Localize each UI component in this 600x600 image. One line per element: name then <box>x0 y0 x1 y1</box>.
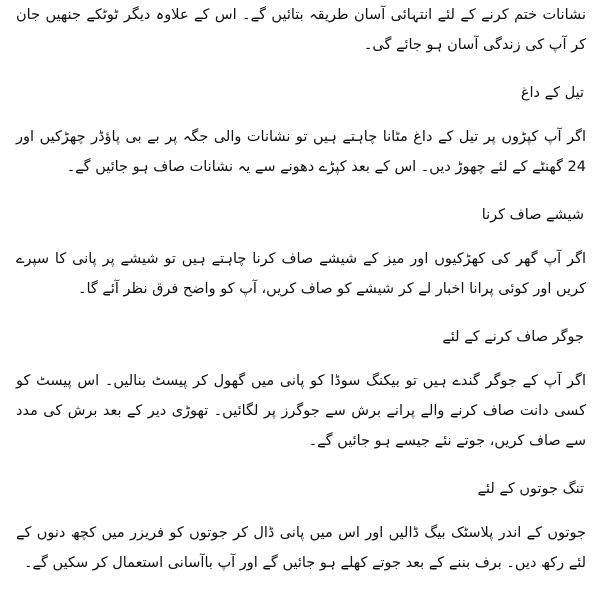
paragraph-jogger-cleaning: اگر آپ کے جوگر گندے ہیں تو بیکنگ سوڈا کو پانی میں گھول کر پیسٹ بنالیں۔ اس پیسٹ کو کسی دانت صاف کرنے والے پرانے برش سے جوگرز پر لگائیں۔ تھوڑی دیر کے بعد برش کی مدد سے صاف کریں، جوتے نئے جیسے ہو جائیں گے۔ <box>16 373 586 449</box>
heading-jogger-cleaning: جوگر صاف کرنے کے لئے <box>442 329 584 345</box>
paragraph-tight-shoes: جوتوں کے اندر پلاسٹک بیگ ڈالیں اور اس میں پانی ڈال کر جوتوں کو فریزر میں کچھ دنوں کے لئے رکھ دیں۔ برف بننے کے بعد جوتے کھلے ہو جائیں گے اور آپ باآسانی استعمال کر سکیں گے۔ <box>16 525 586 571</box>
heading-glass-cleaning: شیشے صاف کرنا <box>481 207 584 223</box>
paragraph-glass-cleaning: اگر آپ گھر کی کھڑکیوں اور میز کے شیشے صاف کرنا چاہتے ہیں تو شیشے پر پانی کا سپرے کریں اور کوئی پرانا اخبار لے کر شیشے کو صاف کریں، آپ کو واضح فرق نظر آئے گا۔ <box>16 251 586 297</box>
paragraph-oil-stains: اگر آپ کپڑوں پر تیل کے داغ مٹانا چاہتے ہیں تو نشانات والی جگہ پر بے بی پاؤڈر چھڑکیں اور 24 گھنٹے کے لئے چھوڑ دیں۔ اس کے بعد کپڑے دھونے سے یہ نشانات صاف ہو جائیں گے۔ <box>16 129 586 175</box>
heading-tight-shoes: تنگ جوتوں کے لئے <box>477 481 584 497</box>
heading-oil-stains: تیل کے داغ <box>520 85 584 101</box>
intro-paragraph: نشانات ختم کرنے کے لئے انتہائی آسان طریقہ بتائیں گے۔ اس کے علاوہ دیگر ٹوٹکے جنھیں جان کر آپ کی زندگی آسان ہو جائے گی۔ <box>16 7 586 53</box>
